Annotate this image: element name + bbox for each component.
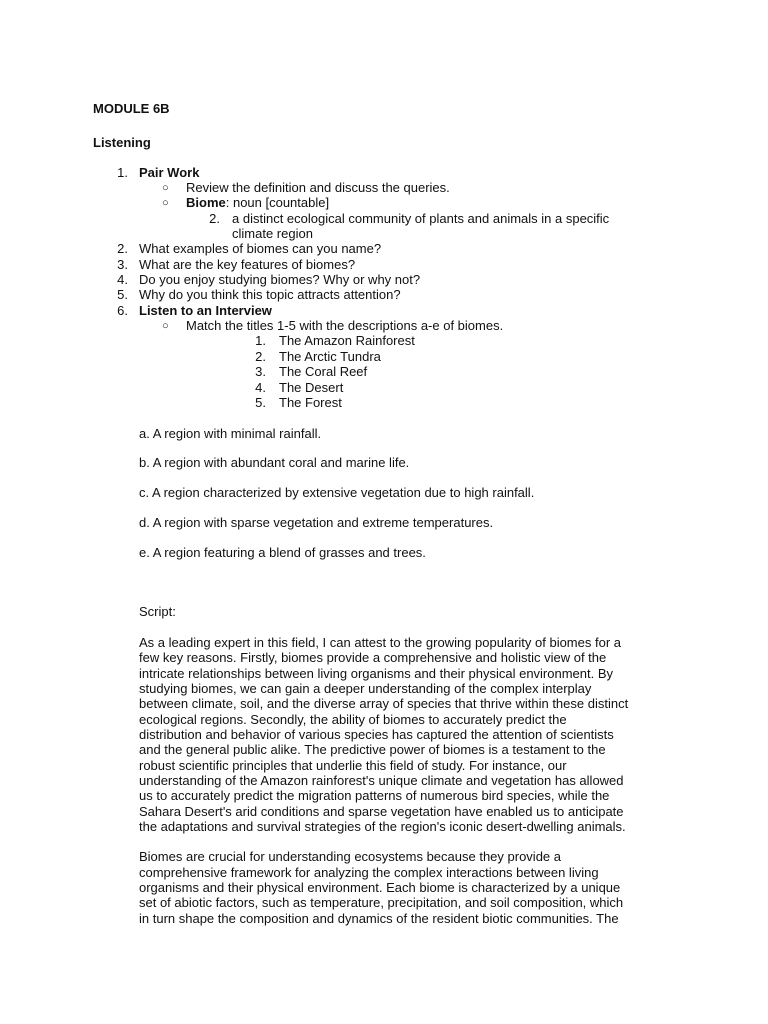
item-question: Why do you think this topic attracts attention? — [139, 287, 401, 302]
title-number: 3. — [255, 364, 266, 379]
description-item: b. A region with abundant coral and marine life. — [139, 455, 410, 470]
script-line: the adaptations and survival strategies of the region's iconic desert-dwelling animals. — [139, 819, 626, 834]
title-number: 1. — [255, 333, 266, 348]
bullet-icon: ○ — [162, 320, 169, 332]
script-line: and the general public alike. The predictive power of biomes is a testament to the — [139, 742, 606, 757]
item-number: 5. — [117, 287, 128, 302]
description-item: e. A region featuring a blend of grasses and trees. — [139, 545, 426, 560]
title-item: The Amazon Rainforest — [279, 333, 415, 348]
item-number: 3. — [117, 257, 128, 272]
script-line: in turn shape the composition and dynamics of the resident biotic communities. The — [139, 911, 619, 926]
bullet-icon: ○ — [162, 182, 169, 194]
definition-line-2: climate region — [232, 226, 313, 241]
description-item: d. A region with sparse vegetation and extreme temperatures. — [139, 515, 494, 530]
item-question: What examples of biomes can you name? — [139, 241, 382, 256]
script-line: distribution and behavior of various species has captured the attention of scientists — [139, 727, 614, 742]
script-line: few key reasons. Firstly, biomes provide a comprehensive and holistic view of the — [139, 650, 607, 665]
interview-instruction: Match the titles 1-5 with the descriptions a-e of biomes. — [186, 318, 504, 333]
script-line: us to accurately predict the migration patterns of numerous bird species, while the — [139, 788, 610, 803]
script-line: set of abiotic factors, such as temperature, precipitation, and soil composition, which — [139, 895, 624, 910]
pair-work-bullet-1: Review the definition and discuss the queries. — [186, 180, 450, 195]
item-question: What are the key features of biomes? — [139, 257, 356, 272]
script-line: Biomes are crucial for understanding ecosystems because they provide a — [139, 849, 561, 864]
script-line: ecological regions. Secondly, the ability of biomes to accurately predict the — [139, 712, 567, 727]
biome-definition-header — [186, 195, 329, 210]
bullet-icon: ○ — [162, 197, 169, 209]
definition-line-1: a distinct ecological community of plants and animals in a specific — [232, 211, 610, 226]
title-item: The Desert — [279, 380, 344, 395]
title-item: The Arctic Tundra — [279, 349, 381, 364]
script-label: Script: — [139, 604, 176, 619]
title-item: The Coral Reef — [279, 364, 368, 379]
title-item: The Forest — [279, 395, 342, 410]
script-line: between climate, soil, and the diverse array of species that thrive within these distinct — [139, 696, 629, 711]
item-number: 4. — [117, 272, 128, 287]
item-number: 2. — [117, 241, 128, 256]
script-line: Sahara Desert's arid conditions and sparse vegetation have enabled us to anticipate — [139, 804, 624, 819]
script-line: studying biomes, we can gain a deeper understanding of the complex interplay — [139, 681, 592, 696]
script-line: understanding of the Amazon rainforest's unique climate and vegetation has allowed — [139, 773, 624, 788]
script-line: As a leading expert in this field, I can attest to the growing popularity of biomes for a — [139, 635, 621, 650]
description-item: c. A region characterized by extensive vegetation due to high rainfall. — [139, 485, 535, 500]
script-line: organisms and their physical environment. Each biome is characterized by a unique — [139, 880, 621, 895]
biome-part-of-speech: : noun [countable] — [225, 195, 330, 210]
script-line: intricate relationships between living organisms and their physical environment. By — [139, 666, 614, 681]
definition-number: 2. — [209, 211, 220, 226]
description-item: a. A region with minimal rainfall. — [139, 426, 322, 441]
title-number: 4. — [255, 380, 266, 395]
biome-term: Biome — [186, 195, 226, 210]
item-question: Do you enjoy studying biomes? Why or why not? — [139, 272, 421, 287]
item-number: 6. — [117, 303, 128, 318]
item-listen-interview: Listen to an Interview — [139, 303, 272, 318]
item-pair-work: Pair Work — [139, 165, 200, 180]
script-line: comprehensive framework for analyzing the complex interactions between living — [139, 865, 599, 880]
script-line: robust scientific principles that underlie this field of study. For instance, our — [139, 758, 567, 773]
section-title: Listening — [93, 135, 151, 150]
item-number: 1. — [117, 165, 128, 180]
title-number: 2. — [255, 349, 266, 364]
module-title: MODULE 6B — [93, 101, 170, 116]
title-number: 5. — [255, 395, 266, 410]
